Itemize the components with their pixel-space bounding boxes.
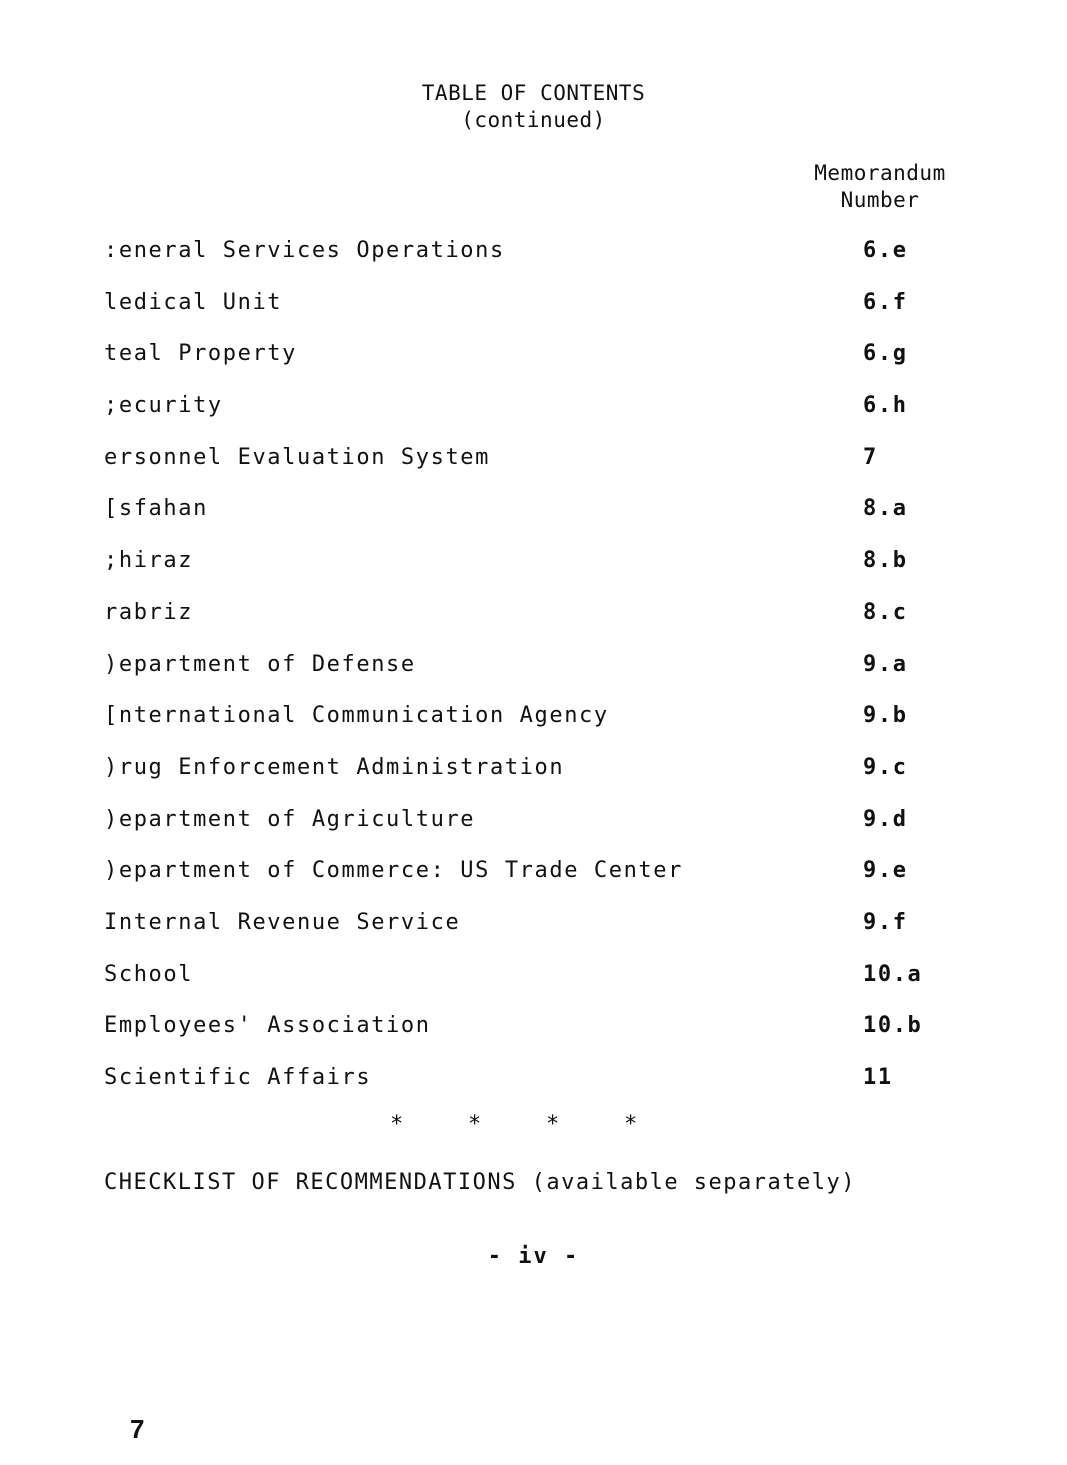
toc-entry: [104, 339, 944, 391]
toc-entry-title: :eneral Services Operations: [104, 238, 505, 263]
toc-entry-title: )epartment of Commerce: US Trade Center: [104, 858, 683, 884]
toc-entry-number: 8.a: [863, 496, 908, 522]
toc-entry-number: 10.b: [863, 1013, 923, 1039]
toc-entry: [104, 701, 944, 753]
toc-entry: [104, 805, 944, 857]
toc-entry-title: rabriz: [104, 599, 194, 625]
toc-entry-title: School: [104, 961, 194, 987]
toc-entry-number: 6.h: [863, 393, 908, 419]
toc-entry: [104, 856, 944, 908]
toc-entry: [104, 960, 944, 1012]
toc-entry-number: 6.g: [863, 341, 908, 367]
checklist-note: CHECKLIST OF RECOMMENDATIONS (available separately): [104, 1170, 857, 1195]
star-separator: [390, 1112, 702, 1137]
toc-entry-title: ;hiraz: [104, 548, 194, 574]
toc-entry: [104, 1011, 944, 1063]
toc-entry-title: teal Property: [104, 341, 297, 367]
toc-entry-title: )epartment of Defense: [104, 651, 416, 677]
toc-entry: [104, 1063, 944, 1115]
toc-entry-number: 6.f: [863, 289, 908, 315]
page-title-line2: (continued): [461, 108, 606, 132]
toc-entry: [104, 391, 944, 443]
toc-entry-title: [sfahan: [104, 496, 208, 522]
toc-entry-number: 9.e: [863, 858, 908, 884]
toc-entry-number: 7: [863, 444, 878, 470]
page-title: [0, 80, 1067, 134]
toc-entry-number: 8.b: [863, 548, 908, 574]
toc-entry: [104, 546, 944, 598]
toc-entry-number: 10.a: [863, 961, 923, 987]
toc-entry-title: )rug Enforcement Administration: [104, 754, 565, 780]
toc-entry: [104, 236, 944, 288]
toc-entry-number: 6.e: [863, 238, 908, 263]
toc-entry-number: 9.a: [863, 651, 908, 677]
toc-entry-title: Scientific Affairs: [104, 1065, 372, 1090]
memorandum-number-column-header: [790, 160, 970, 214]
toc-entry-number: 9.c: [863, 754, 908, 780]
toc-entry-title: ;ecurity: [104, 393, 223, 419]
separator-star: *: [390, 1112, 404, 1137]
toc-entry-title: )epartment of Agriculture: [104, 806, 476, 832]
toc-entry-title: [nternational Communication Agency: [104, 703, 609, 729]
toc-entry-title: Internal Revenue Service: [104, 909, 461, 935]
toc-entry-number: 11: [863, 1065, 893, 1090]
toc-entry: [104, 908, 944, 960]
page-number: - iv -: [487, 1244, 580, 1269]
toc-entry-title: ledical Unit: [104, 289, 283, 315]
toc-entry: [104, 443, 944, 495]
toc-entry: [104, 753, 944, 805]
column-header-line1: Memorandum: [814, 161, 946, 185]
toc-entry-title: ersonnel Evaluation System: [104, 444, 490, 470]
toc-entry: [104, 494, 944, 546]
column-header-line2: Number: [840, 188, 920, 212]
toc-entry-number: 8.c: [863, 599, 908, 625]
toc-entry-number: 9.f: [863, 909, 908, 935]
page-title-line1: TABLE OF CONTENTS: [421, 81, 646, 105]
table-of-contents-list: [104, 236, 944, 1115]
toc-entry: [104, 598, 944, 650]
separator-star: *: [468, 1112, 482, 1137]
corner-mark: 7: [130, 1414, 145, 1444]
toc-entry-number: 9.d: [863, 806, 908, 832]
toc-entry-title: Employees' Association: [104, 1013, 431, 1039]
toc-entry: [104, 650, 944, 702]
toc-entry-number: 9.b: [863, 703, 908, 729]
toc-entry: [104, 288, 944, 340]
separator-star: *: [546, 1112, 560, 1137]
separator-star: *: [624, 1112, 638, 1137]
